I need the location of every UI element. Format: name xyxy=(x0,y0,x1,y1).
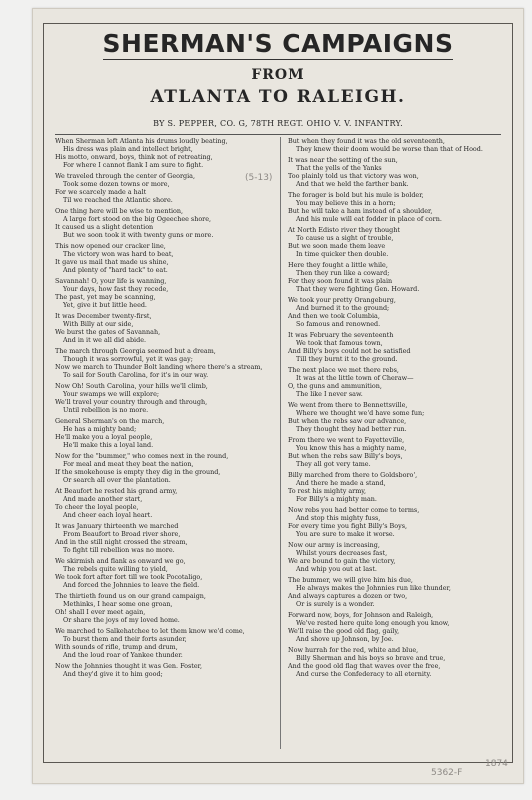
verse-line: For meal and meat they beat the nation, xyxy=(63,460,194,468)
verse-line: You may believe this in a horn; xyxy=(296,199,396,207)
stanza xyxy=(288,331,514,363)
verse-line: It was January thirteenth we marched xyxy=(55,522,179,530)
verse-line: And plenty of "hard tack" to eat. xyxy=(63,266,168,274)
verse-line: Or share the joys of my loved home. xyxy=(63,616,180,624)
stanza xyxy=(288,541,514,573)
verse-line: The like I never saw. xyxy=(296,390,363,398)
verse-line: And there he made a stand, xyxy=(296,479,386,487)
verse-line: The rebels quite willing to yield, xyxy=(63,565,168,573)
verse-line: O, the guns and ammunition, xyxy=(288,382,382,390)
header-rule xyxy=(55,134,501,135)
verse-line: We took that famous town, xyxy=(296,339,383,347)
verse-line: To burst them and their forts asunder, xyxy=(63,635,187,643)
stanza xyxy=(55,592,275,624)
stanza xyxy=(288,261,514,293)
verse-line: And the good old flag that waves over the free, xyxy=(288,662,441,670)
stanza xyxy=(55,627,275,659)
verse-line: And always captures a dozen or two, xyxy=(288,592,408,600)
right-column xyxy=(288,137,514,763)
stanza xyxy=(288,401,514,433)
verse-line: To sail for South Carolina, for it's in our way. xyxy=(63,371,209,379)
verse-line: The march through Georgia seemed but a dream, xyxy=(55,347,216,355)
stanza xyxy=(55,277,275,309)
stanza xyxy=(55,312,275,344)
verse-line: The victory won was hard to beat, xyxy=(63,250,174,258)
verse-line: And they'd give it to him good; xyxy=(63,670,163,678)
verse-line: But he will take a ham instead of a shoulder, xyxy=(288,207,433,215)
verse-line: It was near the setting of the sun, xyxy=(288,156,398,164)
verse-line: The thirtieth found us on our grand campaign, xyxy=(55,592,206,600)
verse-line: We'll travel your country through and through, xyxy=(55,398,208,406)
verse-line: Whilst yours decreases fast, xyxy=(296,549,388,557)
verse-line: But we soon made them leave xyxy=(288,242,386,250)
verse-line: It was December twenty-first, xyxy=(55,312,152,320)
verse-line: From Beaufort to Broad river shore, xyxy=(63,530,181,538)
verse-line: But when the rebs saw our advance, xyxy=(288,417,407,425)
verse-line: His motto, onward, boys, think not of retreating, xyxy=(55,153,213,161)
verse-line: And made another start, xyxy=(63,495,143,503)
stanza xyxy=(55,522,275,554)
stanza xyxy=(288,156,514,188)
verse-line: Methinks, I hear some one groan, xyxy=(63,600,173,608)
verse-line: Though it was sorrowful, yet it was gay; xyxy=(63,355,193,363)
verse-line: We burst the gates of Savannah, xyxy=(55,328,161,336)
verse-line: Your swamps we will explore; xyxy=(63,390,160,398)
verse-line: Now Oh! South Carolina, your hills we'll climb, xyxy=(55,382,208,390)
verse-line: Now we march to Thunder Bolt landing where there's a stream, xyxy=(55,363,263,371)
verse-line: And then we took Columbia, xyxy=(288,312,380,320)
verse-line: With Billy at our side, xyxy=(63,320,134,328)
stanza xyxy=(288,296,514,328)
verse-line: He has a mighty band; xyxy=(63,425,137,433)
verse-line: From there we went to Fayetteville, xyxy=(288,436,405,444)
pencil-note-top: (5-13) xyxy=(245,173,273,183)
verse-line: The past, yet may be scanning, xyxy=(55,293,156,301)
verse-line: And cheer each loyal heart. xyxy=(63,511,153,519)
verse-line: If the smokehouse is empty they dig in the ground, xyxy=(55,468,221,476)
verse-line: Now for the "bummer," who comes next in the round, xyxy=(55,452,229,460)
verse-line: When Sherman left Atlanta his drums loudly beating, xyxy=(55,137,228,145)
title-from: FROM xyxy=(251,67,305,83)
stanza xyxy=(288,436,514,468)
verse-line: For where I cannot flank I am sure to fight. xyxy=(63,161,204,169)
title-destination: ATLANTA TO RALEIGH. xyxy=(150,87,406,107)
verse-line: And the loud roar of Yankee thunder. xyxy=(63,651,183,659)
verse-line: They thought they had better run. xyxy=(296,425,407,433)
verse-line: For we scarcely made a halt xyxy=(55,188,147,196)
verse-line: To rest his mighty army, xyxy=(288,487,367,495)
verse-line: One thing here will be wise to mention, xyxy=(55,207,184,215)
verse-line: We went from there to Bennettsville, xyxy=(288,401,408,409)
verse-line: To cause us a sight of trouble, xyxy=(296,234,394,242)
verse-line: And burned it to the ground; xyxy=(296,304,390,312)
verse-line: But when the rebs saw Billy's boys, xyxy=(288,452,403,460)
verse-line: Forward now, boys, for Johnson and Raleigh, xyxy=(288,611,434,619)
verse-line: Billy marched from there to Goldsboro', xyxy=(288,471,418,479)
verse-line: They all got very tame. xyxy=(296,460,371,468)
verse-line: The next place we met there rebs, xyxy=(288,366,399,374)
verse-line: A large fort stood on the big Ogeechee shore, xyxy=(63,215,212,223)
verse-line: We are bound to gain the victory, xyxy=(288,557,396,565)
verse-line: And Billy's boys could not be satisfied xyxy=(288,347,411,355)
stanza xyxy=(288,471,514,503)
stanza xyxy=(55,382,275,414)
stanza xyxy=(288,646,514,678)
verse-line: Or search all over the plantation. xyxy=(63,476,171,484)
verse-line: For Billy's a mighty man. xyxy=(296,495,377,503)
verse-line: Savannah! O, your life is wanning, xyxy=(55,277,167,285)
stanza xyxy=(288,366,514,398)
verse-line: That the yells of the Yanks xyxy=(296,164,382,172)
verse-line: That they were fighting Gen. Howard. xyxy=(296,285,420,293)
verse-line: Here they fought a little while, xyxy=(288,261,388,269)
verse-line: It was February the seventeenth xyxy=(288,331,394,339)
verse-line: In time quicker then double. xyxy=(296,250,389,258)
verse-line: To cheer the loyal people, xyxy=(55,503,139,511)
verse-line: It gave us mail that made us shine, xyxy=(55,258,169,266)
verse-line: We'll raise the good old flag, gaily, xyxy=(288,627,400,635)
verse-line: We've rested here quite long enough you know, xyxy=(296,619,450,627)
verse-line: And forced the Johnnies to leave the field. xyxy=(63,581,200,589)
verse-line: Or is surely is a wonder. xyxy=(296,600,375,608)
verse-line: And stop this mighty fuss, xyxy=(296,514,381,522)
verse-line: Now the Johnnies thought it was Gen. Foster, xyxy=(55,662,203,670)
verse-line: Your days, how fast they recede, xyxy=(63,285,169,293)
broadside-sheet xyxy=(32,8,524,784)
stanza xyxy=(55,452,275,484)
verse-line: He'll make you a loyal people, xyxy=(55,433,153,441)
verse-line: And whip you out at last. xyxy=(296,565,377,573)
verse-line: Until rebellion is no more. xyxy=(63,406,149,414)
verse-line: Where we thought we'd have some fun; xyxy=(296,409,425,417)
verse-line: Yet, give it but little heed. xyxy=(63,301,147,309)
verse-line: And his mule will eat fodder in place of corn. xyxy=(296,215,442,223)
stanza xyxy=(55,417,275,449)
column-divider xyxy=(280,137,281,749)
stanza xyxy=(55,347,275,379)
verse-line: At Beaufort he rested his grand army, xyxy=(55,487,178,495)
stanza xyxy=(55,662,275,678)
stanza xyxy=(288,137,514,153)
verse-line: Now rebs you had better come to terms, xyxy=(288,506,420,514)
verse-line: At North Edisto river they thought xyxy=(288,226,400,234)
verse-line: Billy Sherman and his boys so brave and true, xyxy=(296,654,446,662)
verse-line: Till they burnt it to the ground. xyxy=(296,355,398,363)
catalog-number: 5362-F xyxy=(431,768,463,778)
verse-line: We took your pretty Orangeburg, xyxy=(288,296,396,304)
verse-line: His dress was plain and intellect bright, xyxy=(63,145,193,153)
verse-line: Oh! shall I ever meet again, xyxy=(55,608,146,616)
verse-line: For they soon found it was plain xyxy=(288,277,393,285)
verse-line: So famous and renowned. xyxy=(296,320,381,328)
verse-line: It caused us a slight detention xyxy=(55,223,154,231)
verse-line: To fight till rebellion was no more. xyxy=(63,546,175,554)
verse-line: Now our army is increasing, xyxy=(288,541,380,549)
verse-line: The bummer, we will give him his due, xyxy=(288,576,413,584)
verse-line: And shove up Johnson, by Joe. xyxy=(296,635,394,643)
stanza xyxy=(55,172,275,204)
verse-line: Now hurrah for the red, white and blue, xyxy=(288,646,419,654)
stanza xyxy=(55,207,275,239)
verse-line: It was at the little town of Cheraw— xyxy=(296,374,414,382)
verse-line: With sounds of rifle, trump and drum, xyxy=(55,643,178,651)
page-title: SHERMAN'S CAMPAIGNS xyxy=(102,29,454,58)
verse-line: They knew their doom would be worse than that of Hood. xyxy=(296,145,483,153)
stanza xyxy=(288,576,514,608)
stanza xyxy=(55,487,275,519)
stanza xyxy=(288,191,514,223)
stanza xyxy=(55,137,275,169)
verse-line: And curse the Confederacy to all eternity. xyxy=(296,670,432,678)
stanza xyxy=(288,611,514,643)
verse-line: We took fort after fort till we took Pocotaligo, xyxy=(55,573,203,581)
verse-line: General Sherman's on the march, xyxy=(55,417,165,425)
pencil-note-bottom: 1874 xyxy=(485,759,508,769)
verse-line: For every time you fight Billy's Boys, xyxy=(288,522,408,530)
verse-line: We marched to Salkehatchee to let them know we'd come, xyxy=(55,627,245,635)
verse-line: And that we held the farther bank. xyxy=(296,180,409,188)
verse-line: He'll make this a loyal land. xyxy=(63,441,154,449)
verse-line: And in it we all did abide. xyxy=(63,336,147,344)
verse-line: The forager is bold but his mule is bolder, xyxy=(288,191,424,199)
verse-line: We traveled through the center of Georgia, xyxy=(55,172,195,180)
verse-line: Til we reached the Atlantic shore. xyxy=(63,196,173,204)
stanza xyxy=(288,506,514,538)
verse-line: You are sure to make it worse. xyxy=(296,530,395,538)
verse-line: Too plainly told us that victory was won, xyxy=(288,172,419,180)
verse-line: Then they run like a coward; xyxy=(296,269,390,277)
stanza xyxy=(55,557,275,589)
verse-line: This now opened our cracker line, xyxy=(55,242,166,250)
verse-line: But when they found it was the old seventeenth, xyxy=(288,137,445,145)
stanza xyxy=(55,242,275,274)
verse-line: Took some dozen towns or more, xyxy=(63,180,170,188)
verse-line: You know this has a mighty name, xyxy=(296,444,407,452)
left-column xyxy=(55,137,275,763)
verse-line: But we soon took it with twenty guns or more. xyxy=(63,231,214,239)
byline: BY S. PEPPER, CO. G, 78TH REGT. OHIO V. V. INFANTRY. xyxy=(153,119,403,128)
verse-line: He always makes the Johnnies run like thunder, xyxy=(296,584,451,592)
stanza xyxy=(288,226,514,258)
verse-line: And in the still night crossed the stream, xyxy=(55,538,188,546)
verse-line: We skirmish and flank as onward we go, xyxy=(55,557,186,565)
